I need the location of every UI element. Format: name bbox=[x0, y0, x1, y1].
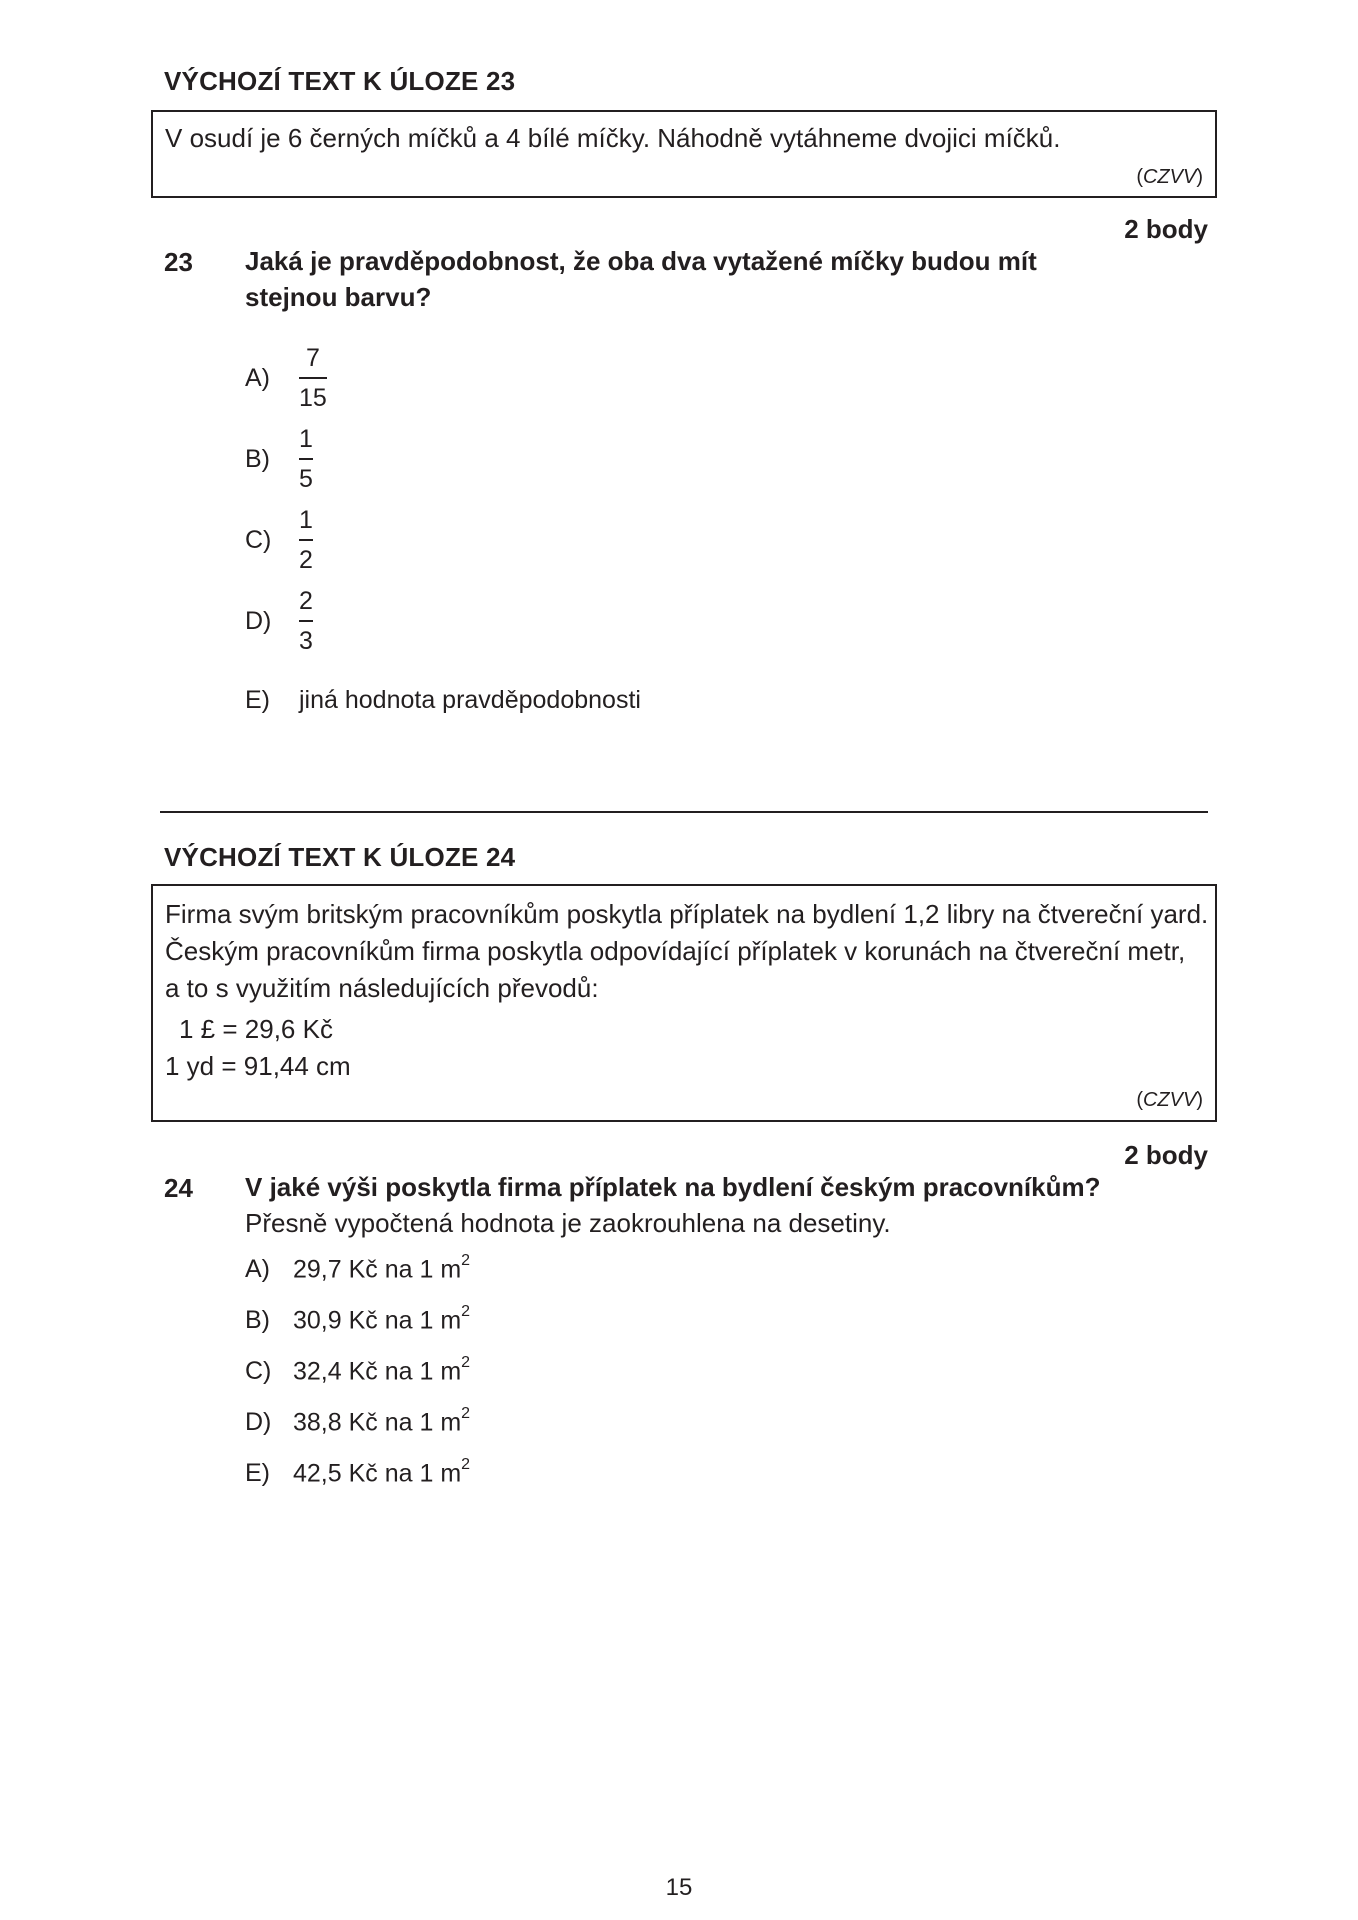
task24-source: (CZVV) bbox=[1136, 1089, 1203, 1111]
option-letter: E) bbox=[245, 1459, 270, 1488]
fraction: $\frac{7}{15}$ bbox=[299, 344, 327, 412]
task24-source-box bbox=[151, 884, 1217, 1122]
option-letter: B) bbox=[245, 444, 270, 473]
task23-option-d[interactable] bbox=[245, 584, 313, 658]
option-text: jiná hodnota pravděpodobnosti bbox=[299, 686, 641, 714]
option-text: 29,7 Kč na 1 $m^2$ bbox=[293, 1252, 471, 1284]
task24-option-c[interactable] bbox=[245, 1354, 471, 1386]
page-number: 15 bbox=[665, 1874, 693, 1901]
option-letter: D) bbox=[245, 1408, 272, 1437]
task24-points: 2 body bbox=[1124, 1140, 1208, 1170]
option-letter: C) bbox=[245, 525, 272, 554]
task23-source-box bbox=[151, 110, 1217, 198]
task23-points: 2 body bbox=[1124, 214, 1208, 244]
task23-question-line1: Jaká je pravděpodobnost, že oba dva vytažené míčky budou mít bbox=[245, 246, 1037, 276]
option-letter: A) bbox=[245, 363, 270, 392]
task23-option-c[interactable] bbox=[245, 503, 313, 577]
fraction: $\frac{2}{3}$ bbox=[299, 587, 313, 655]
option-letter: B) bbox=[245, 1306, 270, 1335]
task24-box-line: Firma svým britským pracovníkům poskytla příplatek na bydlení 1,2 libry na čtvereční yard. bbox=[165, 899, 1209, 929]
option-text: 30,9 Kč na 1 $m^2$ bbox=[293, 1303, 471, 1335]
option-letter: C) bbox=[245, 1357, 272, 1386]
task24-box-line: a to s využitím následujících převodů: bbox=[165, 973, 599, 1003]
fraction: $\frac{1}{2}$ bbox=[299, 506, 313, 574]
option-letter: A) bbox=[245, 1255, 270, 1284]
task23-source: (CZVV) bbox=[1136, 166, 1203, 188]
task23-question-line2: stejnou barvu? bbox=[245, 282, 432, 312]
option-text: 38,8 Kč na 1 $m^2$ bbox=[293, 1405, 471, 1437]
task24-question-normal: Přesně vypočtená hodnota je zaokrouhlena na desetiny. bbox=[245, 1208, 891, 1238]
option-letter: D) bbox=[245, 606, 272, 635]
task24-conversion-pound: 1 £ = 29,6 Kč bbox=[179, 1014, 333, 1044]
task23-heading: VÝCHOZÍ TEXT K ÚLOZE 23 bbox=[164, 66, 516, 96]
task24-heading: VÝCHOZÍ TEXT K ÚLOZE 24 bbox=[164, 842, 516, 872]
task24-box-line: Českým pracovníkům firma poskytla odpovídající příplatek v korunách na čtvereční metr, bbox=[165, 936, 1186, 966]
fraction: $\frac{1}{5}$ bbox=[299, 425, 313, 493]
task24-conversion-yard: 1 yd = 91,44 cm bbox=[165, 1051, 351, 1081]
task24-box-text bbox=[165, 896, 1208, 1085]
task23-option-b[interactable] bbox=[245, 422, 313, 496]
task23-question bbox=[245, 243, 1037, 315]
option-text: 32,4 Kč na 1 $m^2$ bbox=[293, 1354, 471, 1386]
task24-number: 24 bbox=[164, 1173, 193, 1203]
task23-box-text: V osudí je 6 černých míčků a 4 bílé míčky. Náhodně vytáhneme dvojici míčků. bbox=[165, 123, 1061, 153]
option-letter: E) bbox=[245, 686, 270, 714]
task24-question-bold: V jaké výši poskytla firma příplatek na bydlení českým pracovníkům? bbox=[245, 1172, 1101, 1202]
task24-option-a[interactable] bbox=[245, 1252, 471, 1284]
task23-option-e[interactable] bbox=[245, 686, 641, 715]
task23-option-a[interactable] bbox=[245, 341, 327, 415]
section-divider bbox=[160, 811, 1208, 813]
task24-option-b[interactable] bbox=[245, 1303, 471, 1335]
task24-option-d[interactable] bbox=[245, 1405, 471, 1437]
task23-number: 23 bbox=[164, 247, 193, 277]
task24-option-e[interactable] bbox=[245, 1456, 471, 1488]
option-text: 42,5 Kč na 1 $m^2$ bbox=[293, 1456, 471, 1488]
task24-question bbox=[245, 1169, 1100, 1241]
